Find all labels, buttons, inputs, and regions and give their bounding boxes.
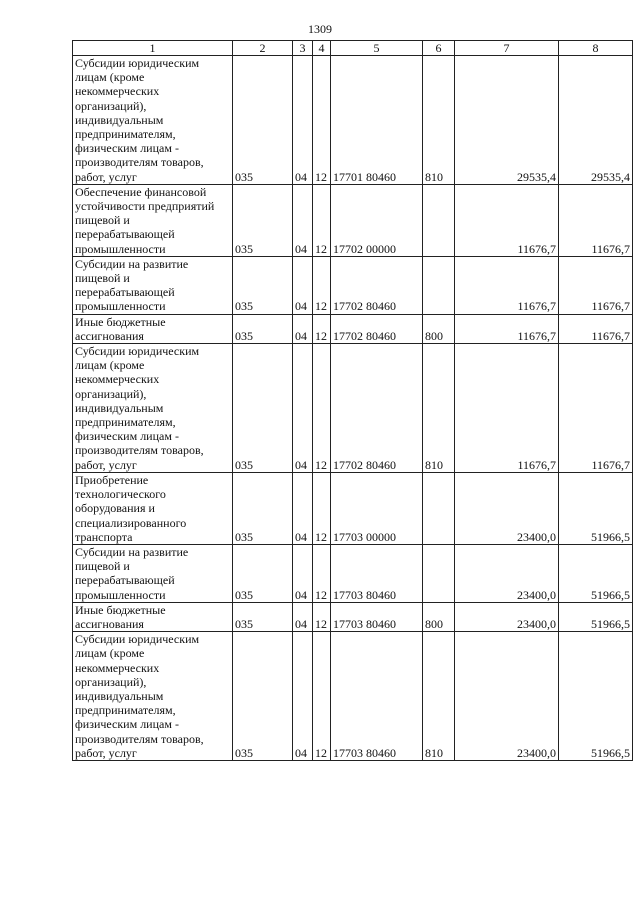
header-cell: 4 <box>313 41 331 56</box>
name-line: промышленности <box>75 299 166 314</box>
name-line: физическим лицам - <box>75 717 179 732</box>
name-line: физическим лицам - <box>75 429 179 444</box>
cell-target-article: 17702 80460 <box>331 314 423 343</box>
table-row <box>73 602 633 631</box>
cell-ved: 035 <box>233 56 293 185</box>
header-cell: 5 <box>331 41 423 56</box>
name-line: промышленности <box>75 241 166 256</box>
cell-section: 04 <box>293 184 313 256</box>
cell-section: 04 <box>293 56 313 185</box>
header-cell: 3 <box>293 41 313 56</box>
name-line: некоммерческих <box>75 372 160 387</box>
cell-target-article: 17703 80460 <box>331 602 423 631</box>
name-line: индивидуальным <box>75 688 164 703</box>
name-line: работ, услуг <box>75 457 137 472</box>
name-line: пищевой и <box>75 559 130 574</box>
cell-subsection: 12 <box>313 472 331 544</box>
name-line: ассигнования <box>75 328 144 343</box>
name-line: предпринимателям, <box>75 703 176 718</box>
cell-ved: 035 <box>233 632 293 761</box>
table-row <box>73 344 633 473</box>
cell-section: 04 <box>293 314 313 343</box>
cell-expense-type <box>423 256 455 314</box>
name-line: работ, услуг <box>75 745 137 760</box>
name-line: перерабатывающей <box>75 227 175 242</box>
name-line: индивидуальным <box>75 112 164 127</box>
cell-expense-type: 810 <box>423 344 455 473</box>
cell-amount-1: 23400,0 <box>455 472 559 544</box>
name-line: оборудования и <box>75 501 155 516</box>
cell-subsection: 12 <box>313 544 331 602</box>
name-line: технологического <box>75 487 166 502</box>
cell-name <box>73 472 233 544</box>
table-row <box>73 314 633 343</box>
cell-target-article: 17703 80460 <box>331 632 423 761</box>
cell-subsection: 12 <box>313 184 331 256</box>
name-line: лицам (кроме <box>75 358 145 373</box>
name-line: производителям товаров, <box>75 443 204 458</box>
cell-subsection: 12 <box>313 314 331 343</box>
cell-section: 04 <box>293 632 313 761</box>
name-line: Субсидии юридическим <box>75 56 200 70</box>
cell-target-article: 17702 80460 <box>331 344 423 473</box>
cell-subsection: 12 <box>313 256 331 314</box>
cell-expense-type <box>423 184 455 256</box>
cell-name <box>73 314 233 343</box>
name-line: организаций), <box>75 386 147 401</box>
cell-target-article: 17701 80460 <box>331 56 423 185</box>
cell-name <box>73 544 233 602</box>
cell-section: 04 <box>293 472 313 544</box>
name-line: пищевой и <box>75 271 130 286</box>
cell-subsection: 12 <box>313 632 331 761</box>
name-line: предпринимателям, <box>75 415 176 430</box>
cell-amount-2: 51966,5 <box>559 472 633 544</box>
cell-amount-1: 11676,7 <box>455 344 559 473</box>
name-line: работ, услуг <box>75 169 137 184</box>
cell-section: 04 <box>293 602 313 631</box>
cell-amount-2: 51966,5 <box>559 602 633 631</box>
cell-name <box>73 602 233 631</box>
cell-amount-2: 11676,7 <box>559 314 633 343</box>
cell-expense-type <box>423 544 455 602</box>
name-line: физическим лицам - <box>75 141 179 156</box>
cell-expense-type: 810 <box>423 56 455 185</box>
cell-section: 04 <box>293 344 313 473</box>
name-line: некоммерческих <box>75 84 160 99</box>
name-line: производителям товаров, <box>75 155 204 170</box>
name-line: пищевой и <box>75 213 130 228</box>
name-line: Субсидии на развитие <box>75 256 189 271</box>
cell-amount-1: 29535,4 <box>455 56 559 185</box>
name-line: лицам (кроме <box>75 646 145 661</box>
budget-table <box>72 40 633 761</box>
cell-amount-2: 11676,7 <box>559 184 633 256</box>
cell-amount-1: 23400,0 <box>455 632 559 761</box>
header-cell: 8 <box>559 41 633 56</box>
cell-name <box>73 184 233 256</box>
name-line: Обеспечение финансовой <box>75 184 207 199</box>
cell-amount-2: 29535,4 <box>559 56 633 185</box>
cell-expense-type: 800 <box>423 602 455 631</box>
name-line: предпринимателям, <box>75 127 176 142</box>
name-line: промышленности <box>75 587 166 602</box>
header-cell: 6 <box>423 41 455 56</box>
cell-target-article: 17702 00000 <box>331 184 423 256</box>
cell-name <box>73 632 233 761</box>
cell-subsection: 12 <box>313 344 331 473</box>
page-number: 1309 <box>308 22 332 36</box>
name-line: Иные бюджетные <box>75 314 166 329</box>
name-line: организаций), <box>75 98 147 113</box>
cell-expense-type <box>423 472 455 544</box>
name-line: ассигнования <box>75 616 144 631</box>
name-line: транспорта <box>75 529 133 544</box>
cell-amount-2: 11676,7 <box>559 256 633 314</box>
cell-ved: 035 <box>233 184 293 256</box>
cell-amount-2: 51966,5 <box>559 544 633 602</box>
cell-target-article: 17703 00000 <box>331 472 423 544</box>
name-line: устойчивости предприятий <box>75 199 215 214</box>
name-line: специализированного <box>75 515 187 530</box>
table-row <box>73 544 633 602</box>
cell-expense-type: 800 <box>423 314 455 343</box>
header-cell: 2 <box>233 41 293 56</box>
cell-amount-2: 51966,5 <box>559 632 633 761</box>
table-row <box>73 56 633 185</box>
header-cell: 1 <box>73 41 233 56</box>
cell-name <box>73 56 233 185</box>
cell-ved: 035 <box>233 602 293 631</box>
cell-amount-1: 11676,7 <box>455 184 559 256</box>
cell-ved: 035 <box>233 344 293 473</box>
cell-ved: 035 <box>233 472 293 544</box>
name-line: лицам (кроме <box>75 70 145 85</box>
name-line: перерабатывающей <box>75 573 175 588</box>
cell-ved: 035 <box>233 544 293 602</box>
cell-subsection: 12 <box>313 602 331 631</box>
header-cell: 7 <box>455 41 559 56</box>
table-row <box>73 472 633 544</box>
name-line: производителям товаров, <box>75 731 204 746</box>
table-row <box>73 632 633 761</box>
name-line: Субсидии юридическим <box>75 344 200 359</box>
cell-ved: 035 <box>233 314 293 343</box>
cell-name <box>73 344 233 473</box>
cell-amount-1: 23400,0 <box>455 544 559 602</box>
cell-expense-type: 810 <box>423 632 455 761</box>
cell-amount-1: 11676,7 <box>455 314 559 343</box>
name-line: индивидуальным <box>75 400 164 415</box>
cell-name <box>73 256 233 314</box>
cell-target-article: 17703 80460 <box>331 544 423 602</box>
name-line: Субсидии юридическим <box>75 632 200 647</box>
cell-section: 04 <box>293 256 313 314</box>
name-line: организаций), <box>75 674 147 689</box>
cell-subsection: 12 <box>313 56 331 185</box>
name-line: некоммерческих <box>75 660 160 675</box>
cell-amount-2: 11676,7 <box>559 344 633 473</box>
name-line: Иные бюджетные <box>75 602 166 617</box>
cell-target-article: 17702 80460 <box>331 256 423 314</box>
name-line: Приобретение <box>75 472 149 487</box>
cell-section: 04 <box>293 544 313 602</box>
table-row <box>73 184 633 256</box>
cell-amount-1: 23400,0 <box>455 602 559 631</box>
name-line: перерабатывающей <box>75 285 175 300</box>
name-line: Субсидии на развитие <box>75 544 189 559</box>
table-row <box>73 256 633 314</box>
cell-amount-1: 11676,7 <box>455 256 559 314</box>
header-row <box>73 41 633 56</box>
cell-ved: 035 <box>233 256 293 314</box>
